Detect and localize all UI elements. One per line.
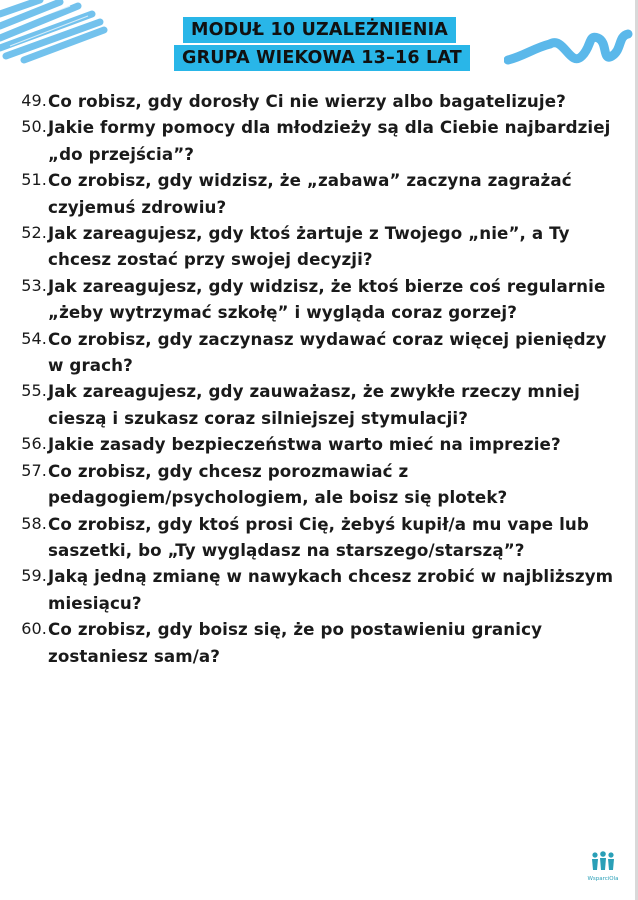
question-text: Jak zareagujesz, gdy ktoś żartuje z Twojego „nie”, a Ty chcesz zostać przy swojej decyzji?: [48, 223, 570, 270]
question-text: Co zrobisz, gdy chcesz porozmawiać z pedagogiem/psychologiem, ale boisz się plotek?: [48, 460, 508, 508]
question-item: [0, 458, 630, 511]
module-title: [174, 17, 465, 73]
question-text: Jakie formy pomocy dla młodzieży są dla Ciebie najbardziej „do przejścia”?: [48, 117, 611, 164]
question-number: 55.: [21, 381, 47, 401]
question-number: 50.: [21, 117, 47, 137]
question-number: 51.: [21, 170, 47, 190]
question-number: 58.: [21, 513, 47, 533]
question-item: [0, 114, 630, 167]
question-item: [0, 616, 630, 669]
title-line-age-group: GRUPA WIEKOWA 13–16 LAT: [174, 45, 470, 71]
question-item: [0, 167, 630, 220]
question-item: [0, 563, 630, 616]
question-item: [0, 220, 630, 273]
question-number: 57.: [21, 460, 47, 480]
logo-text: WsparciOla: [587, 876, 619, 882]
question-text: Co robisz, gdy dorosły Ci nie wierzy albo bagatelizuje?: [48, 91, 566, 111]
question-number: 60.: [21, 619, 47, 639]
question-number: 59.: [21, 566, 47, 586]
question-number: 49.: [21, 91, 47, 110]
question-number: 53.: [21, 275, 47, 295]
wsparciola-logo: [585, 851, 621, 882]
question-item: [0, 273, 630, 326]
question-text: Co zrobisz, gdy widzisz, że „zabawa” zaczyna zagrażać czyjemuś zdrowiu?: [48, 170, 572, 217]
question-item: [0, 326, 630, 379]
question-item: [0, 431, 630, 457]
question-text: Jak zareagujesz, gdy zauważasz, że zwykłe rzeczy mniej cieszą i szukasz coraz silniejszej stymulacji?: [48, 381, 580, 428]
question-number: 54.: [21, 328, 47, 348]
question-number: 52.: [21, 223, 47, 243]
question-item: [0, 378, 630, 431]
title-line-module: MODUŁ 10 UZALEŻNIENIA: [183, 17, 456, 43]
question-list: [0, 88, 630, 669]
people-logo-icon: [590, 851, 616, 871]
brush-swirl-decoration-right: [504, 26, 634, 78]
question-text: Jaką jedną zmianę w nawykach chcesz zrobić w najbliższym miesiącu?: [48, 566, 614, 613]
brush-stroke-decoration-left: [0, 0, 110, 70]
question-item: [0, 88, 630, 114]
question-text: Co zrobisz, gdy zaczynasz wydawać coraz więcej pieniędzy w grach?: [48, 328, 607, 376]
question-text: Co zrobisz, gdy ktoś prosi Cię, żebyś kupił/a mu vape lub saszetki, bo „Ty wyglądasz na starszego/starszą”?: [48, 513, 589, 560]
question-text: Jak zareagujesz, gdy widzisz, że ktoś bierze coś regularnie „żeby wytrzymać szkołę” i wygląda coraz gorzej?: [48, 275, 606, 323]
question-text: Jakie zasady bezpieczeństwa warto mieć na imprezie?: [48, 434, 561, 455]
question-item: [0, 511, 630, 564]
question-text: Co zrobisz, gdy boisz się, że po postawieniu granicy zostaniesz sam/a?: [48, 619, 543, 666]
question-number: 56.: [21, 434, 47, 454]
